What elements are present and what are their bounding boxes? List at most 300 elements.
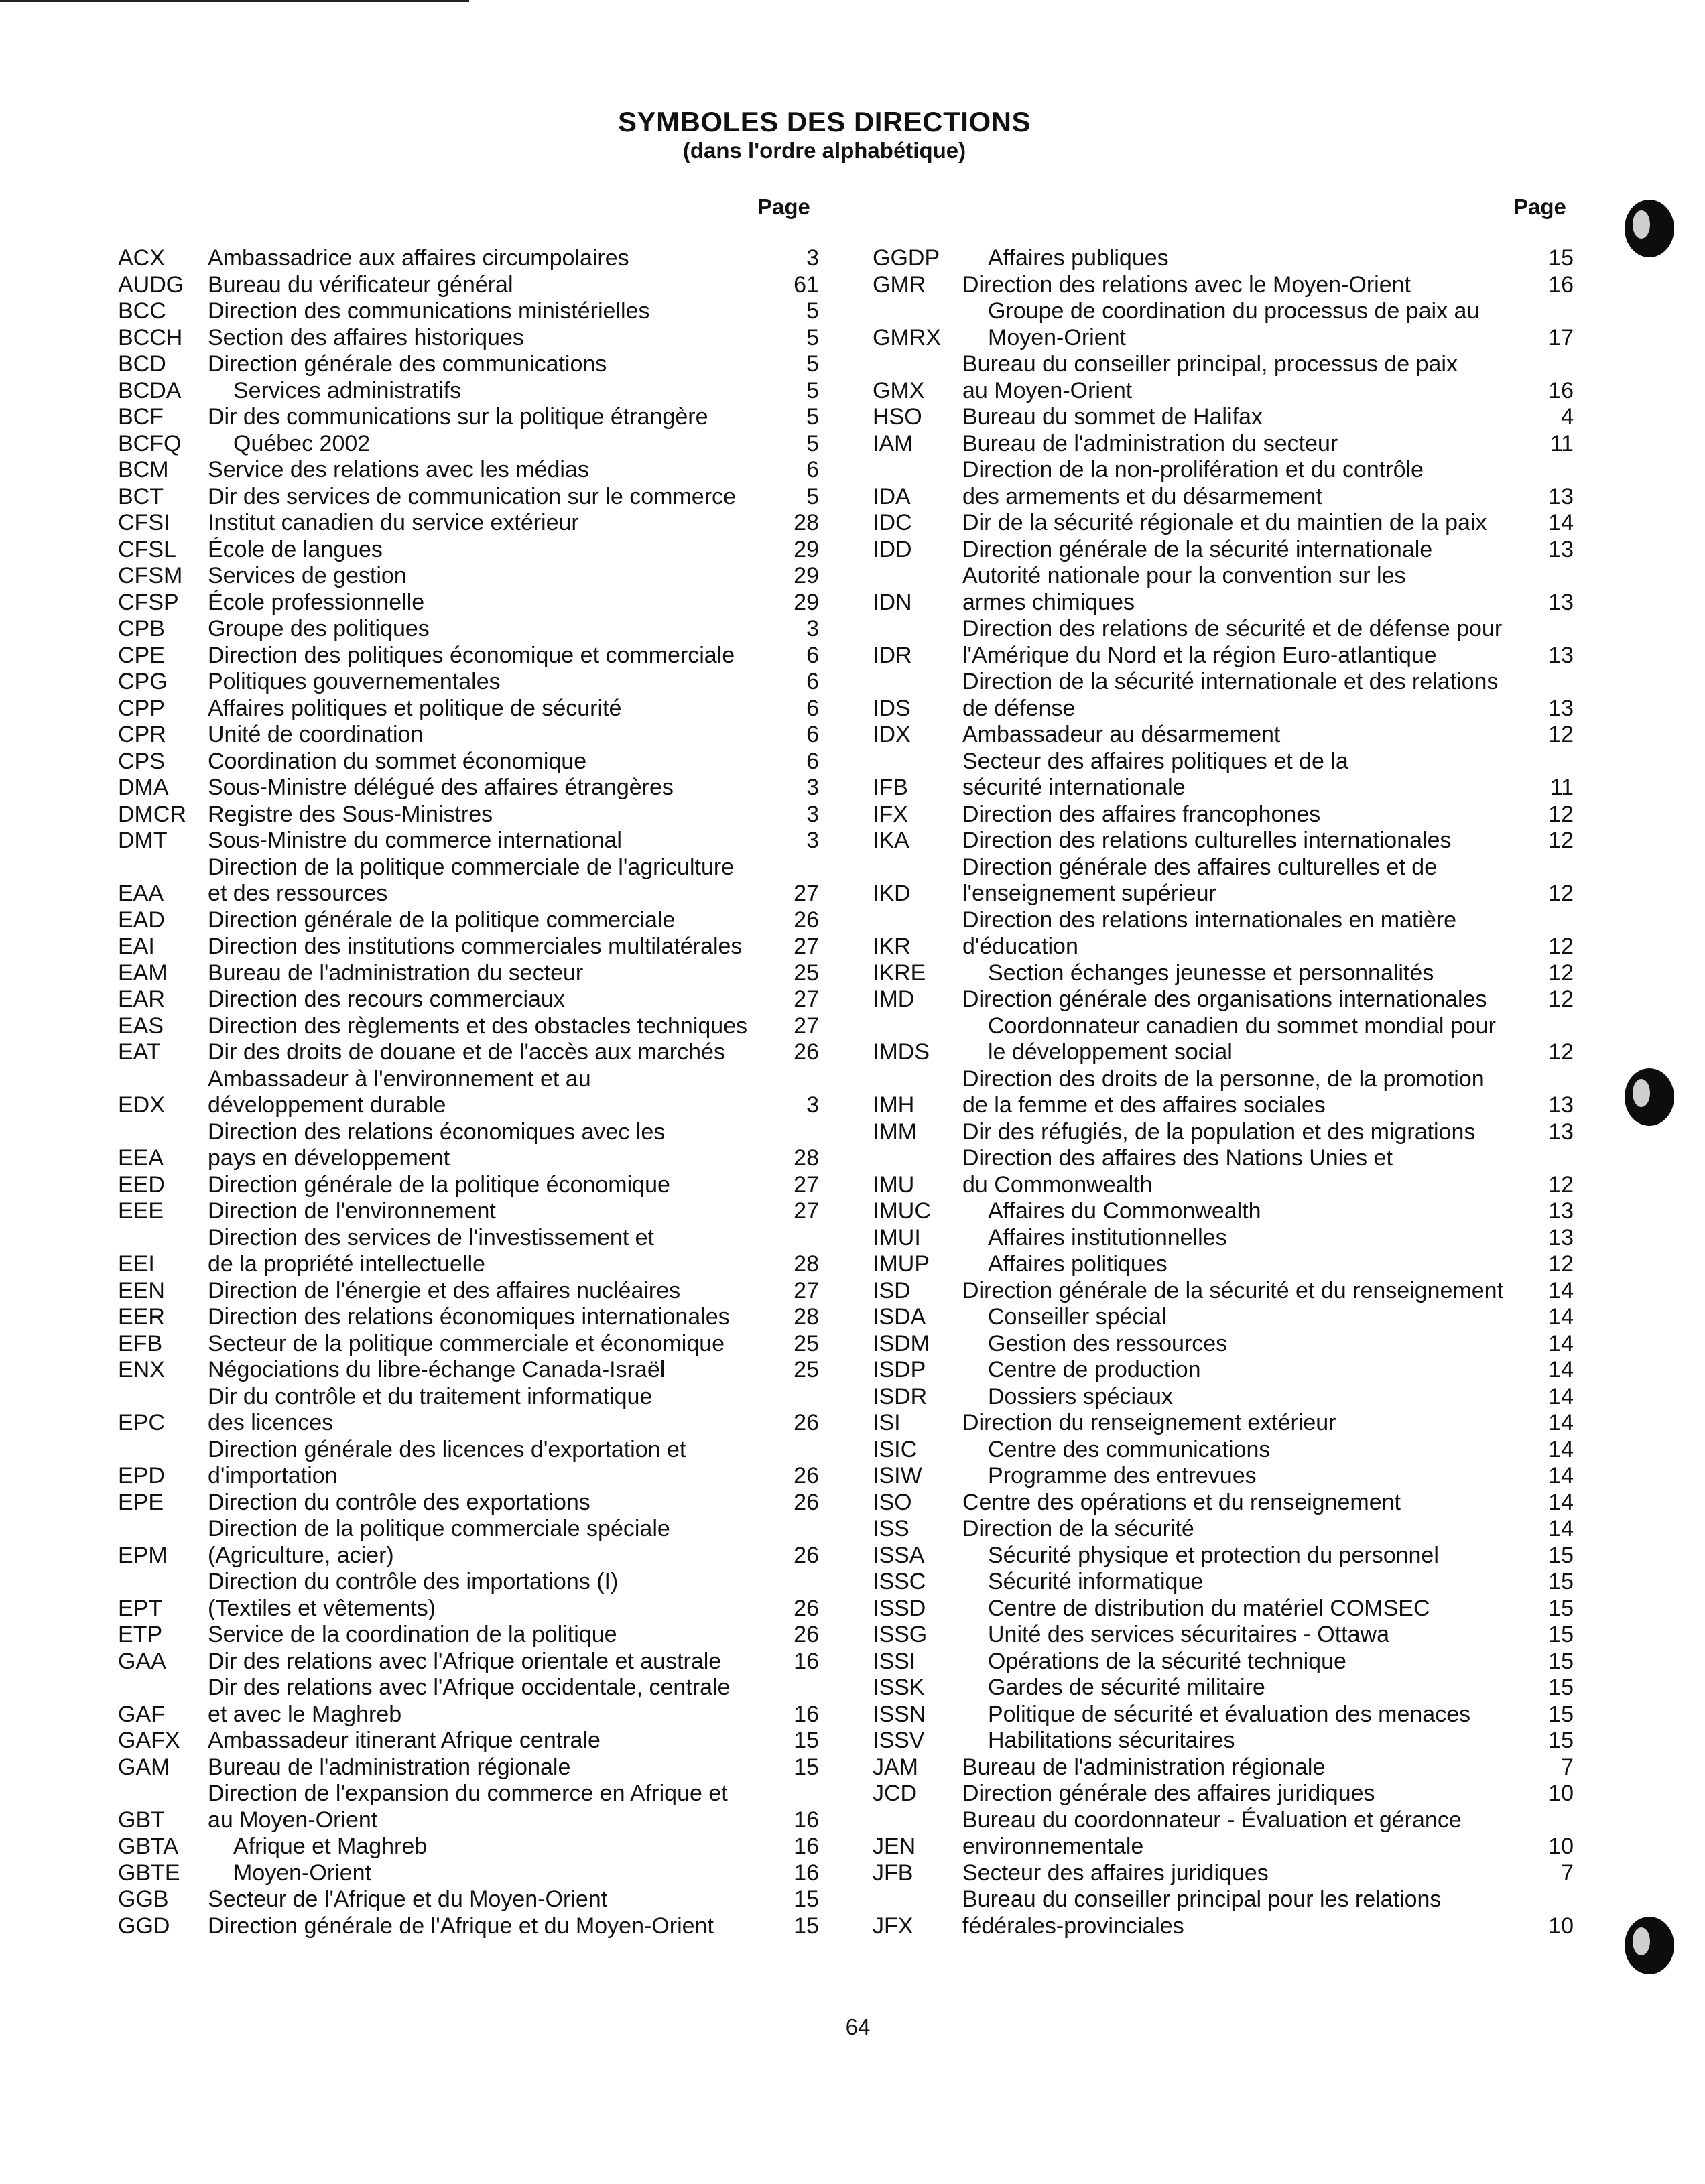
entry-label: Service de la coordination de la politique bbox=[208, 1622, 617, 1647]
entry-page: 12 bbox=[1548, 1171, 1574, 1198]
entry-code: CPE bbox=[118, 642, 165, 668]
entry-code: DMT bbox=[118, 828, 168, 853]
entry-page: 26 bbox=[794, 1463, 819, 1488]
entry-page: 14 bbox=[1548, 1516, 1574, 1541]
entry-code: ISSK bbox=[873, 1675, 925, 1700]
entry-code: ISSN bbox=[873, 1701, 926, 1727]
punch-hole-icon bbox=[1625, 200, 1674, 257]
entry-code: ISIW bbox=[873, 1463, 922, 1488]
entry-code: GBTA bbox=[118, 1834, 179, 1859]
entry-label: Ambassadeur itinerant Afrique centrale bbox=[208, 1728, 601, 1753]
entry-label: Direction générale des organisations internationales bbox=[962, 986, 1487, 1012]
entry-page: 26 bbox=[794, 1595, 819, 1621]
entry-label: Moyen-Orient bbox=[233, 1860, 371, 1886]
entry-label: Direction des services de l'investissement et de la propriété intellectuelle bbox=[208, 1224, 654, 1277]
entry-code: IDA bbox=[873, 483, 911, 509]
entry-label: Gardes de sécurité militaire bbox=[988, 1675, 1265, 1700]
entry-page: 26 bbox=[794, 1622, 819, 1647]
directory-entry bbox=[118, 298, 819, 325]
entry-label: Direction des communications ministérielles bbox=[208, 298, 650, 324]
entry-label: Dir du contrôle et du traitement informatique des licences bbox=[208, 1383, 653, 1435]
directory-entry bbox=[873, 1516, 1574, 1543]
entry-page: 10 bbox=[1548, 1781, 1574, 1806]
directory-entry bbox=[873, 1119, 1574, 1146]
directory-entry bbox=[873, 272, 1574, 299]
entry-page: 6 bbox=[806, 695, 819, 721]
entry-label: Affaires du Commonwealth bbox=[988, 1198, 1261, 1224]
entry-label: Sous-Ministre délégué des affaires étrangères bbox=[208, 775, 674, 800]
entry-label: Centre des opérations et du renseignement bbox=[962, 1489, 1401, 1515]
directory-entry bbox=[873, 801, 1574, 828]
entry-label: Section des affaires historiques bbox=[208, 324, 524, 350]
entry-label: Bureau de l'administration du secteur bbox=[208, 960, 584, 986]
entry-page: 13 bbox=[1548, 695, 1574, 721]
entry-label: Bureau de l'administration du secteur bbox=[962, 430, 1338, 456]
entry-page: 5 bbox=[806, 377, 819, 403]
entry-code: IAM bbox=[873, 430, 913, 456]
entry-label: Dir des communications sur la politique étrangère bbox=[208, 404, 708, 430]
entry-label: Dir des relations avec l'Afrique occidentale, centrale et avec le Maghreb bbox=[208, 1675, 731, 1727]
directory-entry bbox=[118, 643, 819, 669]
entry-page: 12 bbox=[1548, 828, 1574, 853]
entry-page: 13 bbox=[1548, 1198, 1574, 1224]
entry-label: Groupe de coordination du processus de paix au Moyen-Orient bbox=[988, 298, 1480, 350]
directory-entry bbox=[118, 801, 819, 828]
entry-page: 14 bbox=[1548, 1436, 1574, 1462]
entry-label: Dir des réfugiés, de la population et des migrations bbox=[962, 1118, 1476, 1145]
directory-entry bbox=[118, 1516, 819, 1569]
directory-entry bbox=[118, 749, 819, 775]
entry-page: 12 bbox=[1548, 960, 1574, 986]
directory-entry bbox=[118, 1754, 819, 1781]
directory-entry bbox=[873, 1225, 1574, 1252]
entry-page: 7 bbox=[1561, 1860, 1574, 1886]
entry-label: Direction générale des affaires culturelles et de l'enseignement supérieur bbox=[962, 854, 1438, 906]
directory-entry bbox=[873, 1013, 1574, 1066]
entry-label: Coordination du sommet économique bbox=[208, 748, 587, 774]
directory-entry bbox=[873, 1198, 1574, 1225]
entry-page: 15 bbox=[794, 1754, 819, 1780]
directory-entry bbox=[118, 404, 819, 431]
entry-label: Direction de la politique commerciale de l'agriculture et des ressources bbox=[208, 854, 735, 906]
entry-label: Affaires publiques bbox=[988, 245, 1169, 271]
entry-label: Sécurité informatique bbox=[988, 1569, 1204, 1594]
directory-entry bbox=[873, 722, 1574, 749]
entry-page: 15 bbox=[1548, 1542, 1574, 1568]
entry-label: Opérations de la sécurité technique bbox=[988, 1648, 1346, 1674]
directory-entry bbox=[873, 907, 1574, 960]
entry-label: Direction de l'environnement bbox=[208, 1198, 496, 1224]
entry-code: ISDP bbox=[873, 1357, 926, 1383]
entry-code: EPE bbox=[118, 1489, 164, 1515]
entry-code: DMA bbox=[118, 775, 169, 800]
directory-entry bbox=[118, 272, 819, 299]
entry-code: ACX bbox=[118, 245, 165, 271]
entry-label: Programme des entrevues bbox=[988, 1463, 1257, 1488]
entry-page: 26 bbox=[794, 907, 819, 933]
directory-entry bbox=[873, 1410, 1574, 1437]
entry-page: 27 bbox=[794, 881, 819, 906]
entry-page: 25 bbox=[794, 1330, 819, 1356]
entry-code: ETP bbox=[118, 1622, 163, 1647]
entry-code: BCF bbox=[118, 404, 164, 430]
entry-label: Négociations du libre-échange Canada-Israël bbox=[208, 1357, 666, 1383]
entry-code: IMM bbox=[873, 1118, 918, 1145]
entry-page: 15 bbox=[794, 1728, 819, 1753]
entry-page: 5 bbox=[806, 430, 819, 456]
directory-entry bbox=[118, 1304, 819, 1331]
entry-page: 26 bbox=[794, 1039, 819, 1065]
directory-entry bbox=[118, 457, 819, 484]
entry-page: 28 bbox=[794, 1251, 819, 1277]
page-column-header-left: Page bbox=[757, 194, 810, 219]
directory-entry bbox=[118, 325, 819, 352]
punch-hole-icon bbox=[1625, 1068, 1674, 1126]
directory-entry bbox=[873, 1278, 1574, 1305]
directory-entry bbox=[118, 1278, 819, 1305]
directory-entry bbox=[118, 563, 819, 590]
entry-page: 15 bbox=[1548, 1622, 1574, 1647]
left-column-list bbox=[118, 245, 819, 1939]
entry-page: 28 bbox=[794, 1304, 819, 1330]
entry-page: 14 bbox=[1548, 1463, 1574, 1488]
entry-code: GMR bbox=[873, 271, 926, 298]
entry-code: ISSA bbox=[873, 1542, 925, 1568]
entry-label: Direction des recours commerciaux bbox=[208, 986, 565, 1012]
entry-page: 15 bbox=[794, 1913, 819, 1939]
entry-page: 5 bbox=[806, 404, 819, 430]
entry-page: 11 bbox=[1550, 430, 1574, 456]
directory-entry bbox=[873, 986, 1574, 1013]
entry-page: 11 bbox=[1550, 775, 1574, 800]
directory-entry bbox=[118, 907, 819, 934]
entry-code: ISDA bbox=[873, 1304, 926, 1330]
entry-page: 5 bbox=[806, 351, 819, 377]
entry-code: JAM bbox=[873, 1754, 918, 1780]
entry-label: Direction des relations économiques internationales bbox=[208, 1304, 730, 1330]
directory-entry bbox=[873, 1728, 1574, 1754]
entry-page: 5 bbox=[806, 483, 819, 509]
entry-label: Autorité nationale pour la convention sur les armes chimiques bbox=[962, 563, 1406, 615]
entry-label: Dir des relations avec l'Afrique orientale et australe bbox=[208, 1648, 722, 1674]
entry-page: 27 bbox=[794, 1198, 819, 1224]
directory-entry bbox=[873, 1357, 1574, 1384]
entry-label: Ambassadeur au désarmement bbox=[962, 722, 1281, 747]
entry-code: CPP bbox=[118, 695, 165, 721]
entry-code: JFX bbox=[873, 1913, 913, 1939]
directory-entry bbox=[118, 1013, 819, 1040]
entry-page: 7 bbox=[1561, 1754, 1574, 1780]
entry-page: 13 bbox=[1548, 483, 1574, 509]
directory-entry bbox=[118, 1490, 819, 1517]
entry-label: Ambassadrice aux affaires circumpolaires bbox=[208, 245, 629, 271]
directory-entry bbox=[873, 1437, 1574, 1464]
entry-code: IKD bbox=[873, 881, 911, 906]
directory-entry bbox=[118, 590, 819, 617]
directory-entry bbox=[873, 537, 1574, 564]
entry-code: EEI bbox=[118, 1251, 155, 1277]
entry-page: 5 bbox=[806, 298, 819, 324]
entry-page: 15 bbox=[1548, 1595, 1574, 1621]
entry-page: 16 bbox=[794, 1701, 819, 1727]
directory-entry bbox=[118, 1172, 819, 1199]
entry-label: Direction du contrôle des importations (I) (Textiles et vêtements) bbox=[208, 1569, 619, 1621]
entry-page: 16 bbox=[794, 1860, 819, 1886]
entry-code: IDC bbox=[873, 510, 912, 535]
entry-label: Service des relations avec les médias bbox=[208, 457, 589, 483]
entry-code: EAA bbox=[118, 881, 164, 906]
entry-page: 15 bbox=[1548, 1728, 1574, 1753]
directory-entry bbox=[118, 1569, 819, 1622]
entry-page: 3 bbox=[806, 775, 819, 800]
entry-code: ISS bbox=[873, 1516, 909, 1541]
directory-entry bbox=[873, 1251, 1574, 1278]
entry-page: 10 bbox=[1548, 1913, 1574, 1939]
entry-code: EPM bbox=[118, 1542, 168, 1568]
directory-entry bbox=[873, 1596, 1574, 1622]
entry-page: 10 bbox=[1548, 1834, 1574, 1859]
entry-code: GGD bbox=[118, 1913, 170, 1939]
entry-code: ISIC bbox=[873, 1436, 918, 1462]
directory-entry bbox=[873, 669, 1574, 722]
entry-label: Dir des services de communication sur le commerce bbox=[208, 483, 736, 509]
entry-page: 14 bbox=[1548, 1410, 1574, 1435]
entry-label: Direction des relations internationales en matière d'éducation bbox=[962, 907, 1457, 959]
entry-page: 3 bbox=[806, 1092, 819, 1118]
entry-label: Habilitations sécuritaires bbox=[988, 1728, 1235, 1753]
entry-label: École de langues bbox=[208, 536, 383, 562]
entry-code: EPC bbox=[118, 1410, 165, 1435]
entry-label: Registre des Sous-Ministres bbox=[208, 801, 493, 827]
entry-code: BCT bbox=[118, 483, 164, 509]
entry-code: EAD bbox=[118, 907, 165, 933]
page-number: 64 bbox=[845, 2014, 871, 2039]
entry-code: GAFX bbox=[118, 1728, 180, 1753]
entry-code: ISD bbox=[873, 1277, 911, 1303]
directory-entry bbox=[873, 1304, 1574, 1331]
entry-page: 13 bbox=[1548, 642, 1574, 668]
entry-label: Politique de sécurité et évaluation des menaces bbox=[988, 1701, 1471, 1727]
entry-page: 13 bbox=[1548, 1092, 1574, 1118]
entry-label: Bureau du vérificateur général bbox=[208, 271, 513, 298]
entry-code: EEN bbox=[118, 1277, 165, 1303]
entry-page: 27 bbox=[794, 934, 819, 959]
entry-label: Direction des relations économiques avec les pays en développement bbox=[208, 1118, 666, 1171]
entry-page: 12 bbox=[1548, 1251, 1574, 1277]
page-title: SYMBOLES DES DIRECTIONS bbox=[618, 106, 1031, 137]
entry-page: 15 bbox=[1548, 1648, 1574, 1674]
directory-entry bbox=[118, 696, 819, 722]
entry-page: 16 bbox=[1548, 377, 1574, 403]
entry-page: 15 bbox=[1548, 1675, 1574, 1700]
entry-label: Centre de production bbox=[988, 1357, 1201, 1383]
entry-label: Direction générale de la politique commerciale bbox=[208, 907, 676, 933]
entry-label: Sous-Ministre du commerce international bbox=[208, 828, 622, 853]
entry-code: IDS bbox=[873, 695, 911, 721]
directory-entry bbox=[118, 1860, 819, 1887]
entry-code: IMU bbox=[873, 1171, 915, 1198]
entry-label: Conseiller spécial bbox=[988, 1304, 1167, 1330]
entry-label: Gestion des ressources bbox=[988, 1330, 1228, 1356]
directory-entry bbox=[118, 1384, 819, 1437]
entry-page: 25 bbox=[794, 1357, 819, 1383]
entry-label: Services de gestion bbox=[208, 563, 407, 588]
entry-code: IMUC bbox=[873, 1198, 931, 1224]
directory-entry bbox=[873, 510, 1574, 537]
entry-label: Direction de la non-prolifération et du contrôle des armements et du désarmement bbox=[962, 457, 1424, 509]
entry-label: Secteur de l'Afrique et du Moyen-Orient bbox=[208, 1886, 608, 1912]
entry-label: Direction des affaires des Nations Unies et du Commonwealth bbox=[962, 1145, 1393, 1198]
directory-entry bbox=[873, 1781, 1574, 1807]
directory-entry bbox=[118, 960, 819, 987]
directory-entry bbox=[873, 854, 1574, 907]
entry-code: IDN bbox=[873, 589, 912, 615]
entry-code: GBTE bbox=[118, 1860, 180, 1886]
entry-code: GGDP bbox=[873, 245, 940, 271]
entry-page: 3 bbox=[806, 245, 819, 271]
directory-entry bbox=[118, 1675, 819, 1728]
entry-page: 29 bbox=[794, 536, 819, 562]
entry-code: IDR bbox=[873, 642, 912, 668]
entry-label: Direction de la sécurité bbox=[962, 1516, 1194, 1541]
entry-page: 28 bbox=[794, 510, 819, 535]
entry-code: BCM bbox=[118, 457, 169, 483]
page-column-header-right: Page bbox=[1513, 194, 1566, 219]
entry-label: Direction de l'expansion du commerce en Afrique et au Moyen-Orient bbox=[208, 1781, 728, 1833]
entry-code: CPB bbox=[118, 616, 165, 641]
entry-page: 14 bbox=[1548, 1330, 1574, 1356]
entry-page: 3 bbox=[806, 801, 819, 827]
entry-page: 25 bbox=[794, 960, 819, 986]
entry-label: Unité des services sécuritaires - Ottawa bbox=[988, 1622, 1389, 1647]
entry-page: 16 bbox=[794, 1834, 819, 1859]
directory-entry bbox=[118, 775, 819, 801]
entry-label: Direction générale de la sécurité internationale bbox=[962, 536, 1433, 562]
entry-code: IKA bbox=[873, 828, 909, 853]
entry-page: 14 bbox=[1548, 1489, 1574, 1515]
entry-label: Secteur de la politique commerciale et économique bbox=[208, 1330, 725, 1356]
entry-code: IDD bbox=[873, 536, 912, 562]
entry-code: IKR bbox=[873, 934, 911, 959]
entry-code: CFSM bbox=[118, 563, 183, 588]
entry-label: Direction des institutions commerciales multilatérales bbox=[208, 934, 743, 959]
entry-code: CPS bbox=[118, 748, 165, 774]
entry-page: 26 bbox=[794, 1410, 819, 1435]
entry-page: 16 bbox=[1548, 271, 1574, 298]
entry-page: 13 bbox=[1548, 589, 1574, 615]
entry-page: 12 bbox=[1548, 722, 1574, 747]
entry-code: CPG bbox=[118, 669, 168, 694]
entry-page: 6 bbox=[806, 722, 819, 747]
entry-code: IMD bbox=[873, 986, 915, 1012]
entry-label: Politiques gouvernementales bbox=[208, 669, 501, 694]
entry-code: EEE bbox=[118, 1198, 164, 1224]
entry-label: Secteur des affaires juridiques bbox=[962, 1860, 1269, 1886]
entry-page: 15 bbox=[794, 1886, 819, 1912]
entry-label: Direction des politiques économique et commerciale bbox=[208, 642, 735, 668]
entry-page: 12 bbox=[1548, 986, 1574, 1012]
entry-code: EAS bbox=[118, 1013, 164, 1039]
entry-page: 16 bbox=[794, 1648, 819, 1674]
entry-code: IMDS bbox=[873, 1039, 930, 1065]
entry-page: 16 bbox=[794, 1807, 819, 1833]
entry-label: Section échanges jeunesse et personnalités bbox=[988, 960, 1434, 986]
directory-entry bbox=[873, 1066, 1574, 1119]
entry-page: 14 bbox=[1548, 1383, 1574, 1409]
directory-entry bbox=[118, 722, 819, 749]
entry-code: BCFQ bbox=[118, 430, 182, 456]
entry-label: Direction générale des affaires juridiques bbox=[962, 1781, 1375, 1806]
entry-page: 3 bbox=[806, 828, 819, 853]
entry-code: GMRX bbox=[873, 324, 941, 350]
directory-entry bbox=[873, 1649, 1574, 1675]
entry-code: JEN bbox=[873, 1834, 916, 1859]
directory-entry bbox=[118, 431, 819, 458]
page-subtitle: (dans l'ordre alphabétique) bbox=[682, 138, 966, 163]
directory-entry bbox=[118, 1331, 819, 1358]
directory-entry bbox=[873, 1701, 1574, 1728]
entry-page: 14 bbox=[1548, 510, 1574, 535]
entry-code: IKRE bbox=[873, 960, 926, 986]
entry-page: 27 bbox=[794, 986, 819, 1012]
entry-label: Direction du renseignement extérieur bbox=[962, 1410, 1336, 1435]
directory-entry bbox=[118, 351, 819, 378]
entry-code: IDX bbox=[873, 722, 911, 747]
entry-page: 14 bbox=[1548, 1277, 1574, 1303]
entry-label: Bureau de l'administration régionale bbox=[208, 1754, 571, 1780]
directory-entry bbox=[118, 1225, 819, 1278]
entry-code: ISSC bbox=[873, 1569, 926, 1594]
entry-label: Dir de la sécurité régionale et du maintien de la paix bbox=[962, 510, 1487, 535]
directory-entry bbox=[118, 669, 819, 696]
entry-code: JCD bbox=[873, 1781, 918, 1806]
directory-entry bbox=[873, 351, 1574, 404]
entry-label: Direction de l'énergie et des affaires nucléaires bbox=[208, 1277, 681, 1303]
entry-code: IMUP bbox=[873, 1251, 930, 1277]
entry-label: Dossiers spéciaux bbox=[988, 1383, 1173, 1409]
entry-code: IFX bbox=[873, 801, 908, 827]
entry-page: 12 bbox=[1548, 801, 1574, 827]
directory-entry bbox=[118, 1913, 819, 1940]
entry-code: HSO bbox=[873, 404, 922, 430]
entry-code: CPR bbox=[118, 722, 166, 747]
directory-entry bbox=[118, 1198, 819, 1225]
entry-code: ISI bbox=[873, 1410, 901, 1435]
entry-label: Québec 2002 bbox=[233, 430, 371, 456]
directory-entry bbox=[118, 1119, 819, 1172]
directory-entry bbox=[873, 1543, 1574, 1569]
entry-label: Ambassadeur à l'environnement et au développement durable bbox=[208, 1066, 591, 1118]
directory-entry bbox=[873, 1384, 1574, 1411]
entry-page: 14 bbox=[1548, 1357, 1574, 1383]
entry-code: EAT bbox=[118, 1039, 161, 1065]
directory-entry bbox=[873, 1807, 1574, 1860]
entry-label: Direction de la politique commerciale spéciale (Agriculture, acier) bbox=[208, 1516, 670, 1568]
entry-page: 6 bbox=[806, 669, 819, 694]
directory-entry bbox=[873, 1622, 1574, 1649]
entry-page: 26 bbox=[794, 1542, 819, 1568]
entry-label: Affaires politiques et politique de sécurité bbox=[208, 695, 622, 721]
directory-entry bbox=[873, 1331, 1574, 1358]
right-column-list bbox=[873, 245, 1574, 1939]
entry-label: Direction de la sécurité internationale et des relations de défense bbox=[962, 669, 1499, 721]
entry-page: 12 bbox=[1548, 934, 1574, 959]
entry-code: BCCH bbox=[118, 324, 183, 350]
entry-label: Direction des affaires francophones bbox=[962, 801, 1321, 827]
directory-entry bbox=[873, 1860, 1574, 1887]
directory-entry bbox=[873, 1754, 1574, 1781]
directory-entry bbox=[118, 934, 819, 960]
